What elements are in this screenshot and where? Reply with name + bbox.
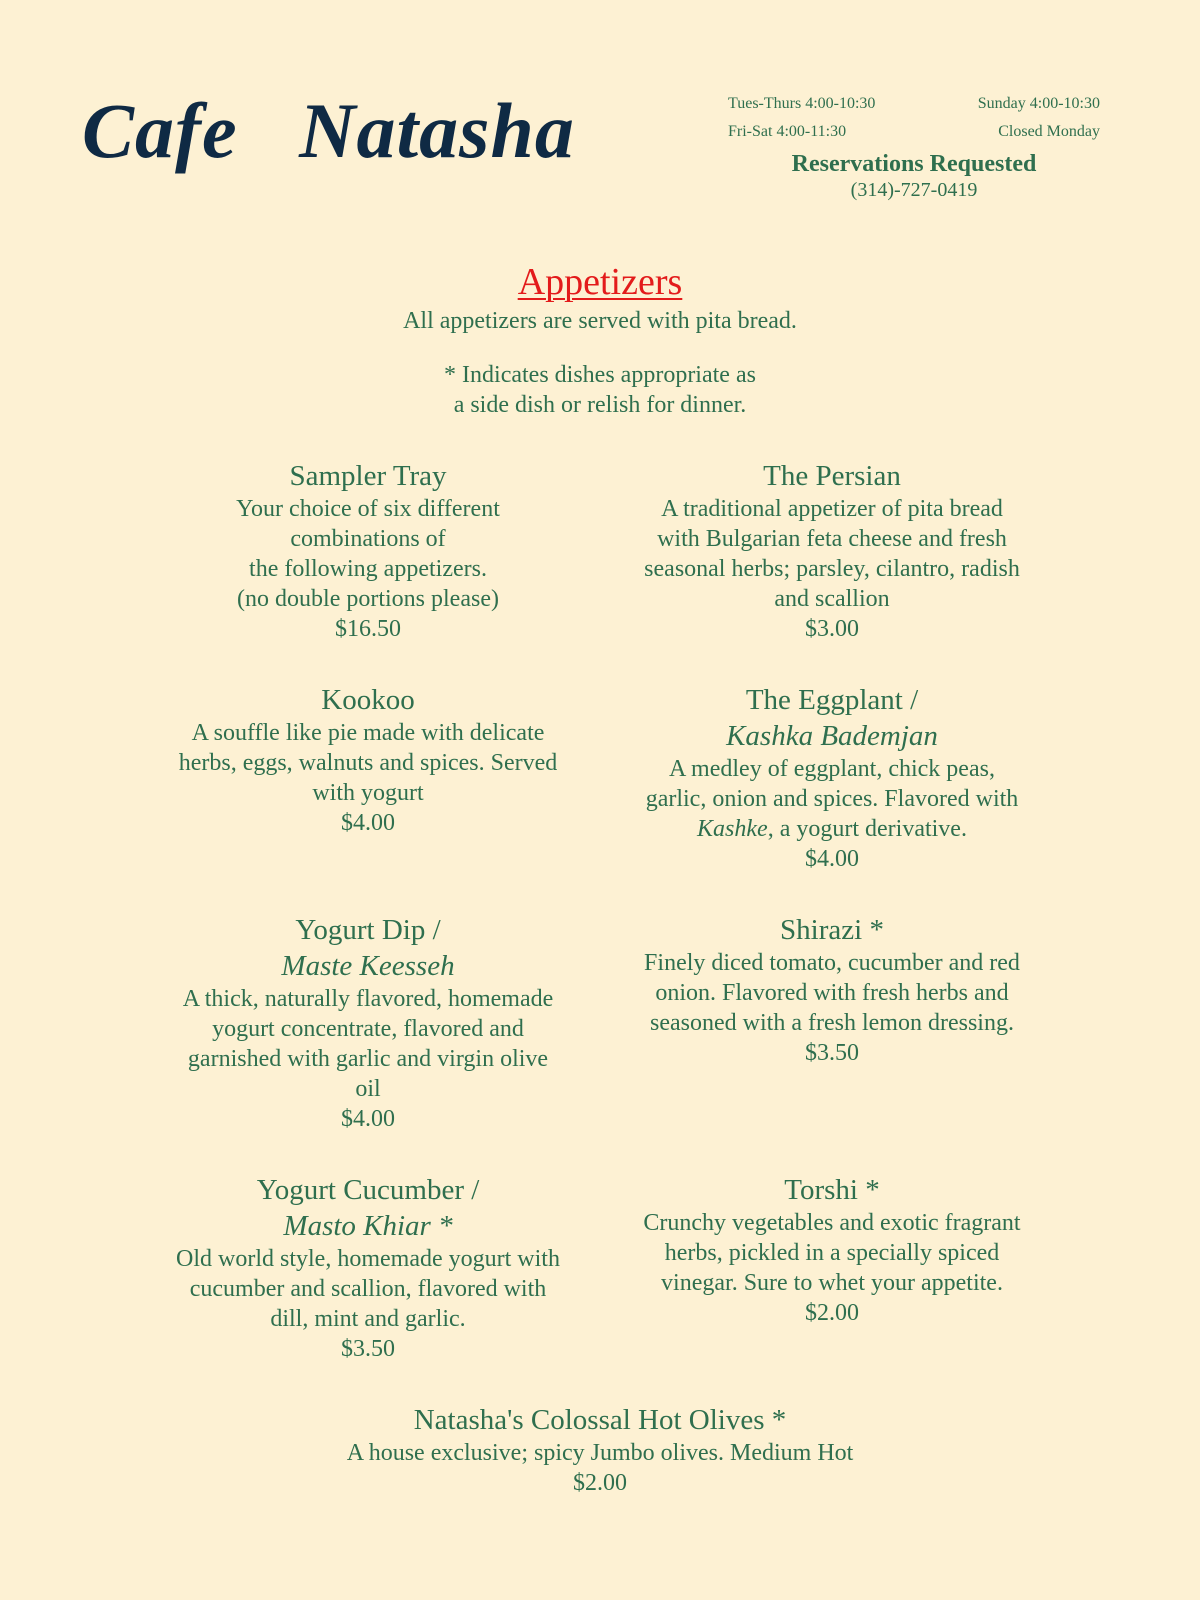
- hours-row-2: [728, 122, 1100, 150]
- item-alt-name: Maste Keesseh: [281, 950, 455, 982]
- item-name: Natasha's Colossal Hot Olives *: [413, 1404, 787, 1436]
- item-description: Old world style, homemade yogurt with cucumber and scallion, flavored with dill, mint and garlic.: [176, 1246, 560, 1332]
- item-description: Your choice of six different combinations of the following appetizers. (no double portions please): [236, 496, 500, 612]
- asterisk-note-line-1: * Indicates dishes appropriate as: [444, 362, 756, 388]
- menu-item-yogurt-dip: [148, 912, 588, 1134]
- restaurant-name: Cafe Natasha: [82, 87, 575, 174]
- section-note: All appetizers are served with pita bread.: [403, 308, 797, 334]
- item-name: The Persian: [763, 460, 901, 492]
- item-price: $3.50: [341, 1336, 395, 1362]
- menu-item-the-eggplant: [612, 682, 1052, 874]
- opening-hours: [728, 94, 1100, 150]
- hours-tues-thurs: Tues-Thurs 4:00-10:30: [728, 95, 876, 112]
- hours-sunday: Sunday 4:00-10:30: [977, 95, 1100, 112]
- reservations-label: Reservations Requested: [791, 151, 1037, 177]
- item-description: A house exclusive; spicy Jumbo olives. Medium Hot: [346, 1440, 854, 1466]
- item-name: Sampler Tray: [289, 460, 447, 492]
- item-name: Yogurt Cucumber /: [256, 1174, 480, 1206]
- asterisk-note-line-2: a side dish or relish for dinner.: [453, 392, 747, 418]
- item-alt-name: Masto Khiar *: [283, 1210, 453, 1242]
- item-price: $3.00: [805, 616, 859, 642]
- item-price: $2.00: [573, 1470, 627, 1496]
- hours-fri-sat: Fri-Sat 4:00-11:30: [728, 123, 847, 140]
- item-name: The Eggplant /: [745, 684, 919, 716]
- menu-item-sampler-tray: [148, 458, 588, 644]
- item-alt-name: Kashka Bademjan: [726, 720, 938, 752]
- description-tail: , a yogurt derivative.: [767, 816, 967, 842]
- item-name: Torshi *: [784, 1174, 880, 1206]
- menu-item-shirazi: [612, 912, 1052, 1068]
- phone-number: (314)-727-0419: [850, 179, 978, 201]
- section-note-asterisk: [0, 360, 1200, 420]
- menu-item-torshi: [612, 1172, 1052, 1328]
- item-description: A souffle like pie made with delicate herbs, eggs, walnuts and spices. Served with yogurt: [178, 720, 558, 806]
- item-description: A traditional appetizer of pita bread with Bulgarian feta cheese and fresh seasonal herbs; parsley, cilantro, radish and scallion: [644, 496, 1020, 612]
- item-price: $4.00: [341, 1106, 395, 1132]
- item-price: $2.00: [805, 1300, 859, 1326]
- item-description: Finely diced tomato, cucumber and red onion. Flavored with fresh herbs and seasoned with a fresh lemon dressing.: [644, 950, 1020, 1036]
- item-price: $4.00: [805, 846, 859, 872]
- appetizers-heading-block: [0, 258, 1200, 420]
- item-name: Yogurt Dip /: [295, 914, 441, 946]
- item-price: $3.50: [805, 1040, 859, 1066]
- description-italic-term: Kashke: [697, 816, 768, 842]
- menu-item-kookoo: [148, 682, 588, 838]
- item-description: [612, 754, 1052, 844]
- item-price: $16.50: [335, 616, 401, 642]
- menu-item-the-persian: [612, 458, 1052, 644]
- item-name: Kookoo: [321, 684, 415, 716]
- item-name: Shirazi *: [780, 914, 884, 946]
- item-description: Crunchy vegetables and exotic fragrant herbs, pickled in a specially spiced vinegar. Sure to whet your appetite.: [643, 1210, 1021, 1296]
- menu-item-colossal-hot-olives: [200, 1402, 1000, 1498]
- description-text: A medley of eggplant, chick peas, garlic, onion and spices. Flavored with: [645, 756, 1019, 812]
- section-title: Appetizers: [517, 261, 683, 303]
- hours-monday: Closed Monday: [998, 123, 1100, 140]
- item-price: $4.00: [341, 810, 395, 836]
- item-description: A thick, naturally flavored, homemade yogurt concentrate, flavored and garnished with garlic and virgin olive oil: [182, 986, 554, 1102]
- hours-row-1: [728, 94, 1100, 122]
- reservations-block: [728, 150, 1100, 202]
- menu-item-yogurt-cucumber: [148, 1172, 588, 1364]
